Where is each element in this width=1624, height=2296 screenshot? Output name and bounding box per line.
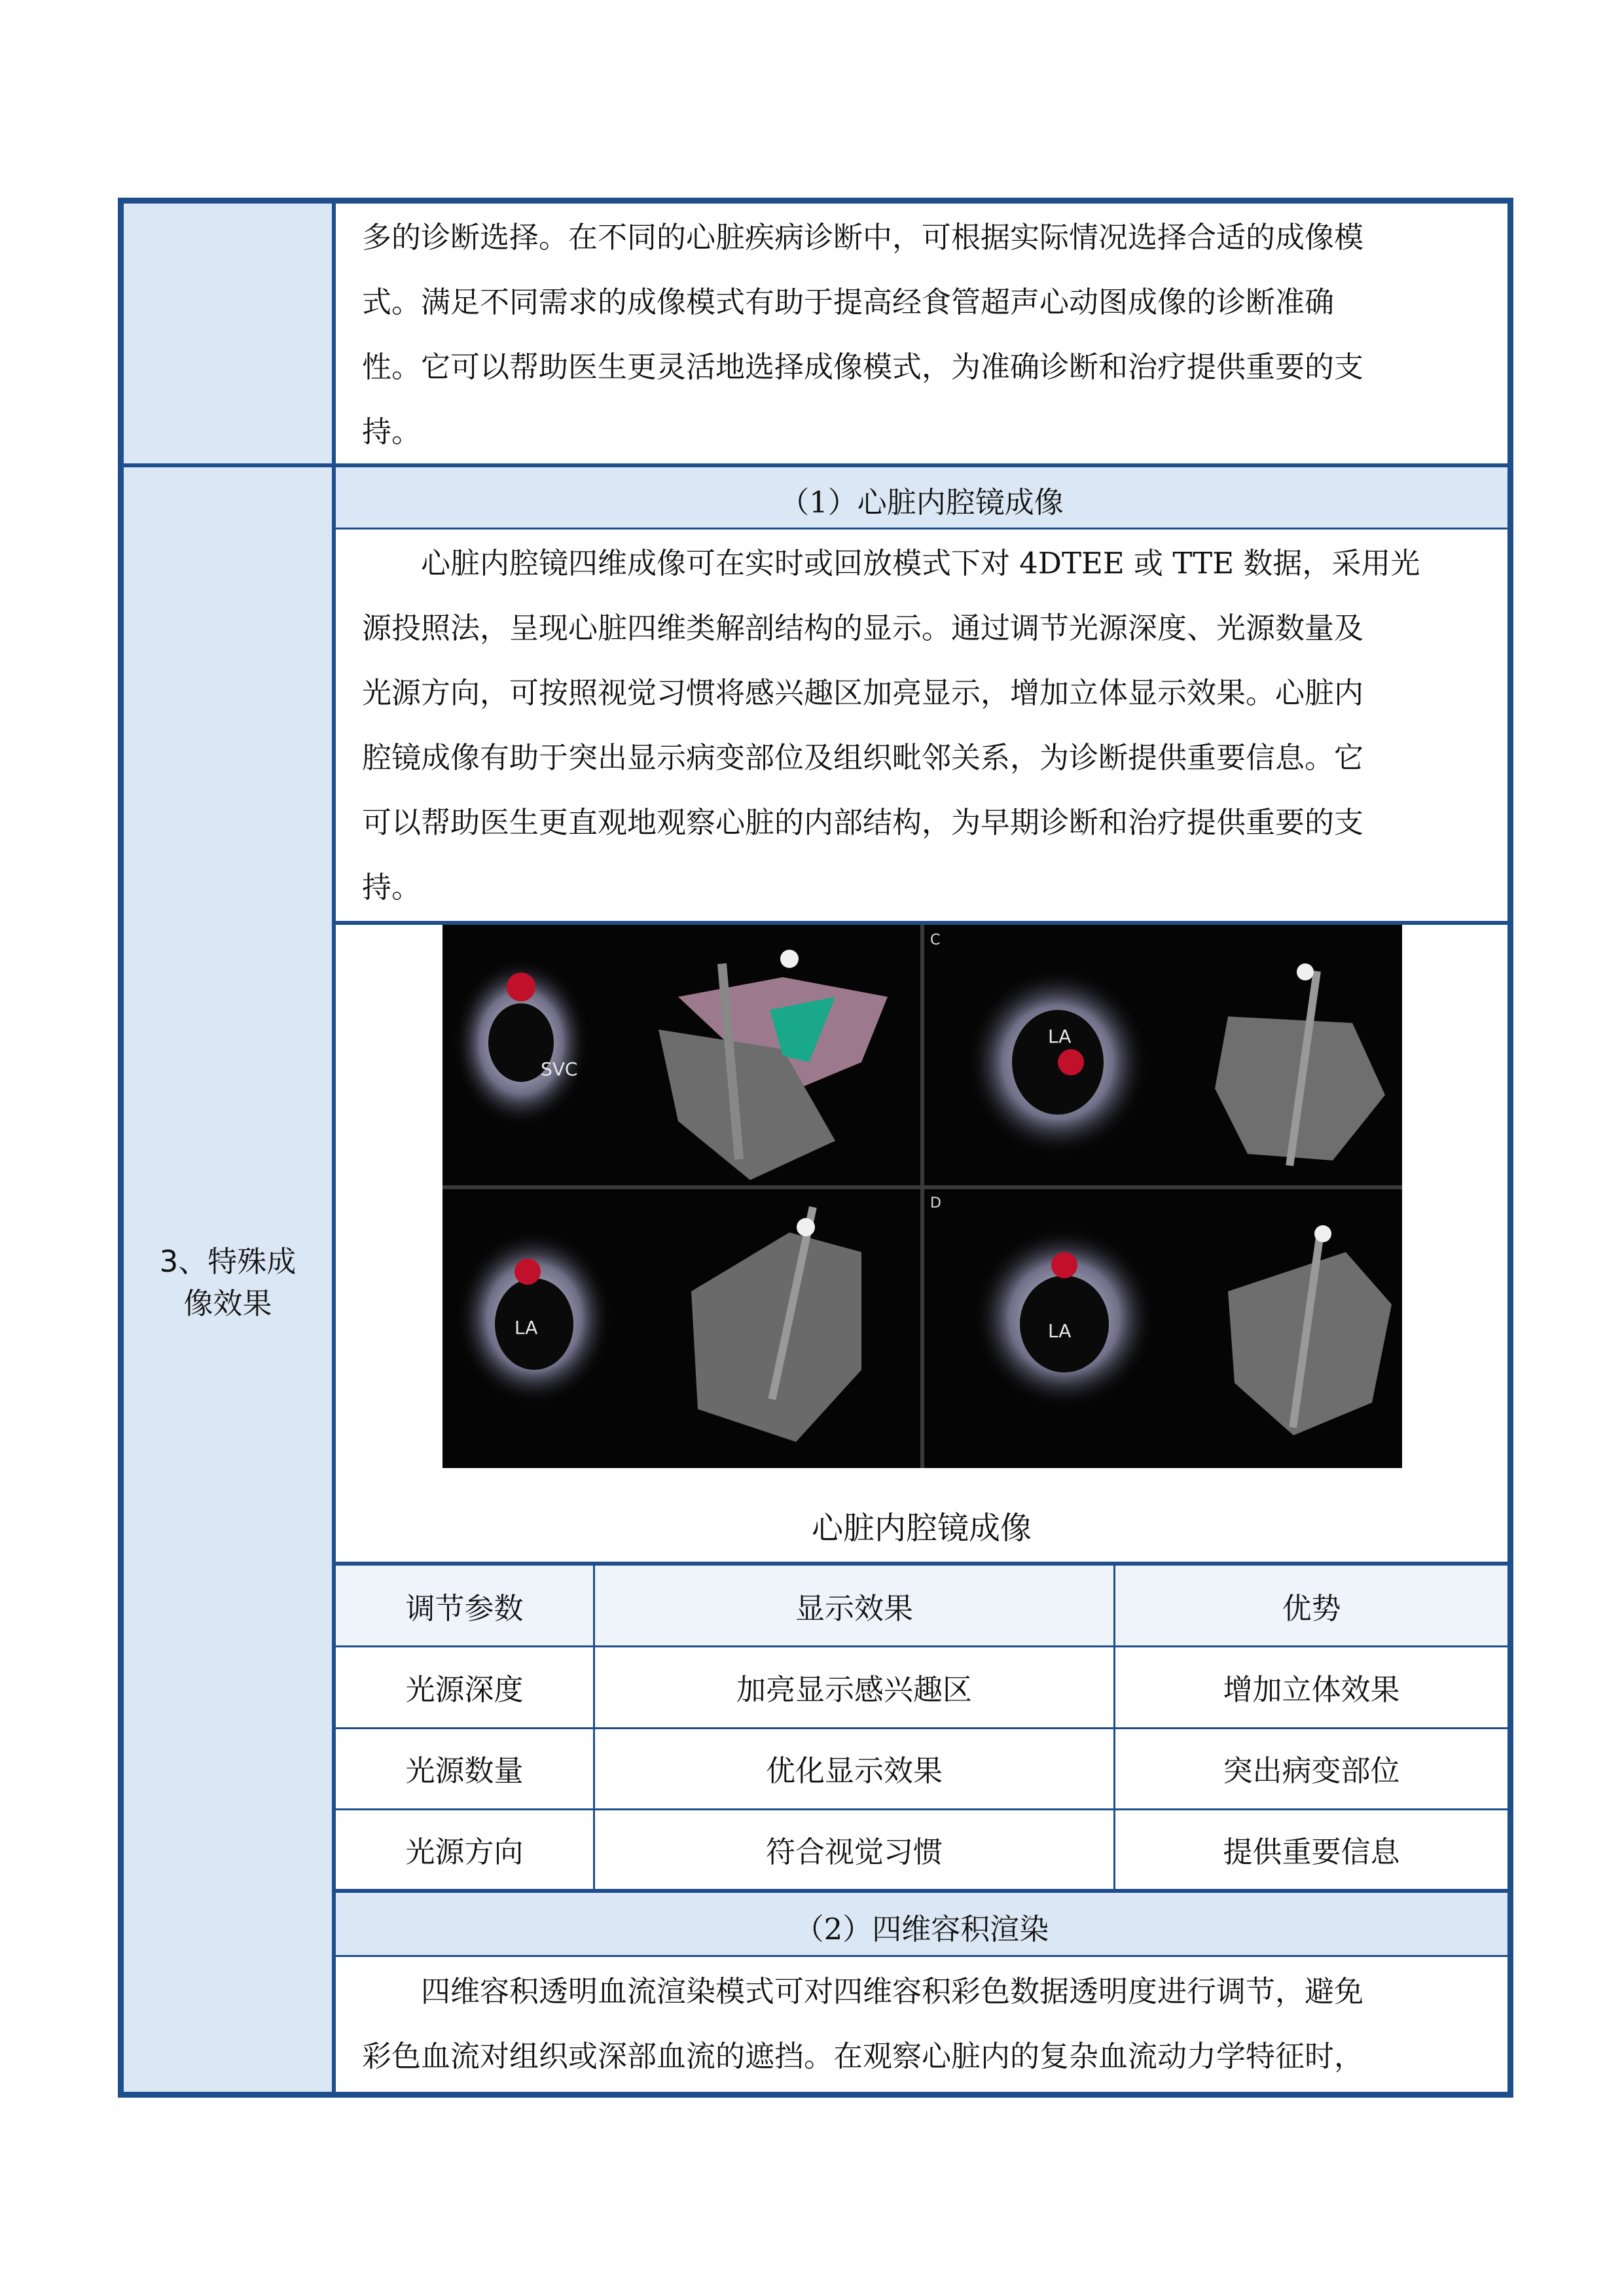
text-line: 持。 bbox=[362, 870, 422, 905]
table-cell: 加亮显示感兴趣区 bbox=[736, 1672, 972, 1707]
table-cell: 符合视觉习惯 bbox=[765, 1835, 943, 1869]
heading-endoscope: （1）心脏内腔镜成像 bbox=[780, 485, 1064, 520]
divider bbox=[336, 1645, 1507, 1647]
figure-caption: 心脏内腔镜成像 bbox=[811, 1510, 1032, 1547]
text-line: 持。 bbox=[362, 414, 422, 449]
label-la-c: LA bbox=[1048, 1026, 1072, 1047]
section-label-line: 像效果 bbox=[183, 1286, 272, 1321]
table-header-cell: 显示效果 bbox=[795, 1591, 913, 1626]
label-panel-d: D bbox=[930, 1195, 941, 1211]
divider bbox=[336, 1955, 1507, 1957]
text-line: 彩色血流对组织或深部血流的遮挡。在观察心脏内的复杂血流动力学特征时， bbox=[362, 2039, 1364, 2073]
divider bbox=[336, 1808, 1507, 1810]
endoscope-paragraph bbox=[362, 531, 1489, 920]
table-header-cell: 优势 bbox=[1282, 1591, 1341, 1626]
table-cell: 光源数量 bbox=[405, 1753, 524, 1788]
text-line: 多的诊断选择。在不同的心脏疾病诊断中，可根据实际情况选择合适的成像模 bbox=[362, 220, 1364, 255]
table-cell: 光源方向 bbox=[405, 1835, 524, 1869]
table-cell: 优化显示效果 bbox=[765, 1753, 943, 1788]
text-line: 源投照法，呈现心脏四维类解剖结构的显示。通过调节光源深度、光源数量及 bbox=[362, 611, 1364, 645]
volume-render-paragraph bbox=[362, 1959, 1489, 2089]
label-la-b: LA bbox=[514, 1317, 538, 1338]
text-line: 光源方向，可按照视觉习惯将感兴趣区加亮显示，增加立体显示效果。心脏内 bbox=[362, 675, 1364, 710]
top-paragraph bbox=[362, 205, 1489, 464]
text-line: 四维容积透明血流渲染模式可对四维容积彩色数据透明度进行调节，避免 bbox=[421, 1974, 1364, 2009]
text-line: 心脏内腔镜四维成像可在实时或回放模式下对 4DTEE 或 TTE 数据，采用光 bbox=[421, 546, 1420, 581]
endoscope-image bbox=[442, 925, 1402, 1468]
text-line: 腔镜成像有助于突出显示病变部位及组织毗邻关系，为诊断提供重要信息。它 bbox=[362, 740, 1364, 775]
divider bbox=[336, 1727, 1507, 1729]
text-line: 可以帮助医生更直观地观察心脏的内部结构，为早期诊断和治疗提供重要的支 bbox=[362, 805, 1364, 840]
content-table-frame bbox=[118, 198, 1513, 2098]
label-panel-c: C bbox=[930, 932, 941, 948]
text-line: 式。满足不同需求的成像模式有助于提高经食管超声心动图成像的诊断准确 bbox=[362, 285, 1335, 319]
left-cell-top bbox=[124, 204, 332, 463]
table-header-cell: 调节参数 bbox=[405, 1591, 524, 1626]
text-line: 性。它可以帮助医生更灵活地选择成像模式，为准确诊断和治疗提供重要的支 bbox=[362, 350, 1364, 384]
divider bbox=[336, 528, 1507, 529]
heading-volume-render: （2）四维容积渲染 bbox=[794, 1912, 1049, 1946]
table-cell: 光源深度 bbox=[405, 1672, 524, 1707]
label-la-d: LA bbox=[1048, 1320, 1072, 1342]
table-cell: 增加立体效果 bbox=[1223, 1672, 1400, 1707]
label-svc: SVC bbox=[541, 1058, 578, 1080]
section-label bbox=[124, 1241, 332, 1325]
table-cell: 突出病变部位 bbox=[1223, 1753, 1400, 1788]
table-cell: 提供重要信息 bbox=[1223, 1835, 1400, 1869]
ultrasound-figure bbox=[442, 925, 1402, 1468]
section-label-line: 3、特殊成 bbox=[159, 1244, 297, 1279]
